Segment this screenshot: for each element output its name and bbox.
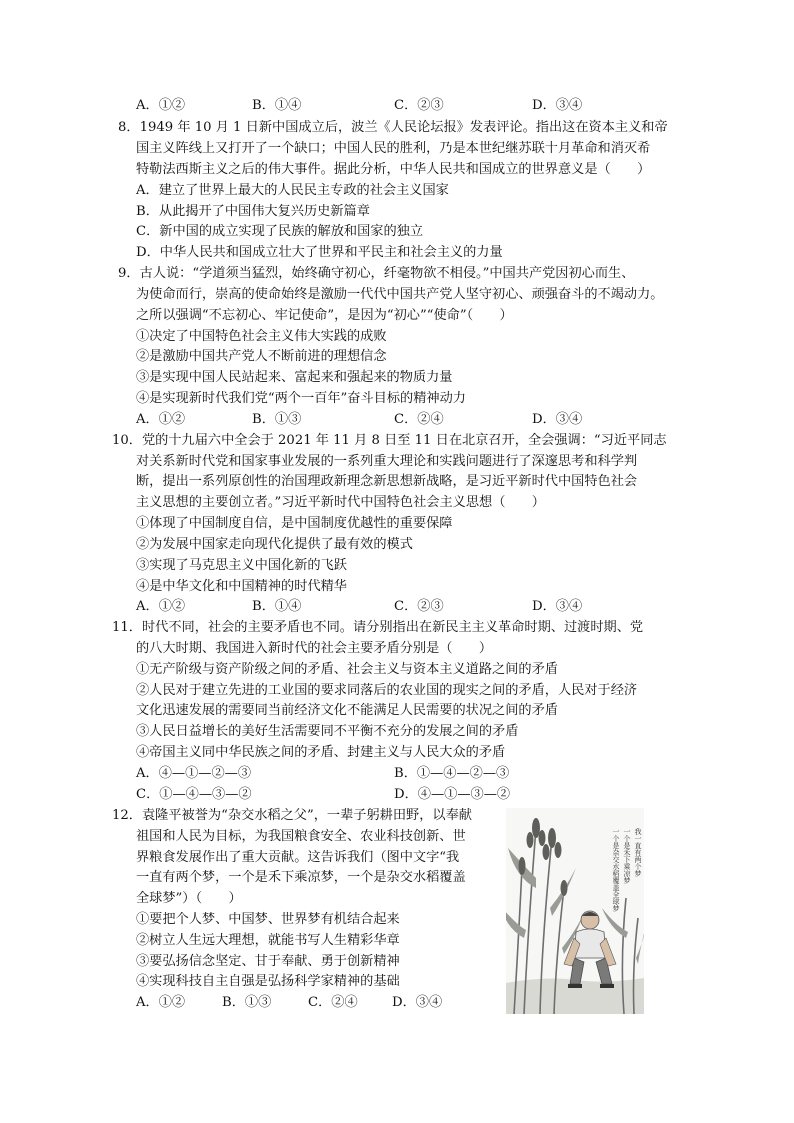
q12-stem-line-3: 界粮食发展作出了重大贡献。这告诉我们（图中文字“我 bbox=[136, 850, 460, 865]
q8-option-b[interactable]: B．从此揭开了中国伟大复兴历史新篇章 bbox=[136, 204, 370, 219]
q11-options-row-1 bbox=[136, 764, 656, 784]
q9-option-a[interactable]: A．①② bbox=[136, 412, 186, 427]
q11-stem-line-1: 11．时代不同，社会的主要矛盾也不同。请分别指出在新民主主义革命时期、过渡时期、党 bbox=[112, 620, 644, 635]
q11-stem-line-2: 的八大时期、我国进入新时代的社会主要矛盾分别是（ ） bbox=[136, 641, 493, 656]
q12-stem-line-4: 一直有两个梦，一个是禾下乘凉梦，一个是杂交水稻覆盖 bbox=[136, 870, 466, 885]
q11-option-a[interactable]: A．④—①—②—③ bbox=[136, 766, 252, 781]
q12-item-3: ③要弘扬信念坚定、甘于奉献、勇于创新精神 bbox=[136, 954, 400, 969]
q10-item-3: ③实现了马克思主义中国化新的飞跃 bbox=[136, 558, 347, 573]
q11-item-2-cont: 文化迅速发展的需要同当前经济文化不能满足人民需要的状况之间的矛盾 bbox=[136, 703, 558, 718]
q10-option-a[interactable]: A．①② bbox=[136, 599, 186, 614]
q7-options bbox=[136, 96, 656, 116]
q10-options bbox=[136, 597, 656, 617]
q9-item-3: ③是实现中国人民站起来、富起来和强起来的物质力量 bbox=[136, 370, 453, 385]
q11-option-d[interactable]: D．④—①—③—② bbox=[394, 787, 511, 802]
q9-stem-line-1: 9．古人说：“学道须当猛烈，始终确守初心，纤毫物欲不相侵。”中国共产党因初心而生、 bbox=[118, 266, 635, 281]
q8-option-c[interactable]: C．新中国的成立实现了民族的解放和国家的独立 bbox=[136, 224, 424, 239]
q9-stem-line-3: 之所以强调“不忘初心、牢记使命”，是因为“初心”“使命”（ ） bbox=[136, 308, 513, 323]
figure-caption-col-1: 我一直有两个梦 bbox=[634, 828, 642, 877]
q9-item-2: ②是激励中国共产党人不断前进的理想信念 bbox=[136, 349, 387, 364]
q9-option-d[interactable]: D．③④ bbox=[532, 412, 583, 427]
q8-option-d[interactable]: D．中华人民共和国成立壮大了世界和平民主和社会主义的力量 bbox=[136, 245, 503, 260]
q11-options-row-2 bbox=[136, 785, 656, 805]
q10-stem-line-1: 10．党的十九届六中全会于 2021 年 11 月 8 日至 11 日在北京召开，全会强调：“习近平同志 bbox=[112, 433, 667, 448]
q8-stem-line-2: 国主义阵线上又打开了一个缺口；中国人民的胜利，乃是本世纪继苏联十月革命和消灭希 bbox=[136, 141, 651, 156]
q10-stem-line-4: 主义思想的主要创立者。”习近平新时代中国特色社会主义思想（ ） bbox=[136, 495, 545, 510]
q12-item-2: ②树立人生远大理想，就能书写人生精彩华章 bbox=[136, 933, 400, 948]
q10-stem-line-2: 对关系新时代党和国家事业发展的一系列重大理论和实践问题进行了深邃思考和科学判 bbox=[136, 454, 638, 469]
q9-option-c[interactable]: C．②④ bbox=[394, 412, 444, 427]
q12-item-1: ①要把个人梦、中国梦、世界梦有机结合起来 bbox=[136, 912, 400, 927]
q11-item-4: ④帝国主义同中华民族之间的矛盾、封建主义与人民大众的矛盾 bbox=[136, 745, 506, 760]
figure-caption bbox=[604, 828, 642, 938]
q12-option-a[interactable]: A．①② bbox=[136, 995, 186, 1010]
q7-option-d[interactable]: D．③④ bbox=[532, 98, 583, 113]
q12-item-4: ④实现科技自主自强是弘扬科学家精神的基础 bbox=[136, 974, 400, 989]
q12-stem-line-1: 12．袁隆平被誉为“杂交水稻之父”，一辈子躬耕田野，以奉献 bbox=[112, 808, 472, 823]
q10-option-c[interactable]: C．②③ bbox=[394, 599, 444, 614]
q12-option-b[interactable]: B．①③ bbox=[222, 995, 272, 1010]
figure-caption-col-2: 一个是禾下乘凉梦 bbox=[623, 828, 631, 884]
q9-options bbox=[136, 410, 656, 430]
q10-item-2: ②为发展中国家走向现代化提供了最有效的模式 bbox=[136, 537, 413, 552]
q9-option-b[interactable]: B．①③ bbox=[252, 412, 302, 427]
q10-option-d[interactable]: D．③④ bbox=[532, 599, 583, 614]
q11-item-3: ③人民日益增长的美好生活需要同不平衡不充分的发展之间的矛盾 bbox=[136, 724, 519, 739]
q7-option-a[interactable]: A．①② bbox=[136, 98, 186, 113]
q12-options bbox=[136, 993, 476, 1013]
q10-item-1: ①体现了中国制度自信，是中国制度优越性的重要保障 bbox=[136, 516, 453, 531]
figure-caption-col-3: 一个是杂交水稻覆盖全球梦 bbox=[612, 828, 620, 912]
yuan-longping-illustration bbox=[506, 808, 644, 1014]
q11-option-b[interactable]: B．①—④—②—③ bbox=[394, 766, 510, 781]
q9-item-4: ④是实现新时代我们党“两个一百年”奋斗目标的精神动力 bbox=[136, 391, 466, 406]
q12-option-c[interactable]: C．②④ bbox=[308, 995, 358, 1010]
q12-option-d[interactable]: D．③④ bbox=[392, 995, 443, 1010]
q7-option-b[interactable]: B．①④ bbox=[252, 98, 302, 113]
q8-option-a[interactable]: A．建立了世界上最大的人民民主专政的社会主义国家 bbox=[136, 183, 449, 198]
q12-stem-line-5: 全球梦”）（ ） bbox=[136, 891, 242, 906]
q8-stem-line-1: 8．1949 年 10 月 1 日新中国成立后，波兰《人民论坛报》发表评论。指出这在资本主义和帝 bbox=[118, 120, 668, 135]
q12-stem-line-2: 祖国和人民为目标，为我国粮食安全、农业科技创新、世 bbox=[136, 829, 466, 844]
q7-option-c[interactable]: C．②③ bbox=[394, 98, 444, 113]
q11-item-2: ②人民对于建立先进的工业国的要求同落后的农业国的现实之间的矛盾，人民对于经济 bbox=[136, 683, 638, 698]
q10-item-4: ④是中华文化和中国精神的时代精华 bbox=[136, 579, 347, 594]
q9-item-1: ①决定了中国特色社会主义伟大实践的成败 bbox=[136, 329, 387, 344]
q10-option-b[interactable]: B．①④ bbox=[252, 599, 302, 614]
q10-stem-line-3: 断，提出一系列原创性的治国理政新理念新思想新战略，是习近平新时代中国特色社会 bbox=[136, 474, 638, 489]
q8-stem-line-3: 特勒法西斯主义之后的伟大事件。据此分析，中华人民共和国成立的世界意义是（ ） bbox=[136, 162, 651, 177]
q9-stem-line-2: 为使命而行，崇高的使命始终是激励一代代中国共产党人坚守初心、顽强奋斗的不竭动力。 bbox=[136, 287, 664, 302]
q11-option-c[interactable]: C．①—④—③—② bbox=[136, 787, 252, 802]
q11-item-1: ①无产阶级与资产阶级之间的矛盾、社会主义与资本主义道路之间的矛盾 bbox=[136, 662, 558, 677]
